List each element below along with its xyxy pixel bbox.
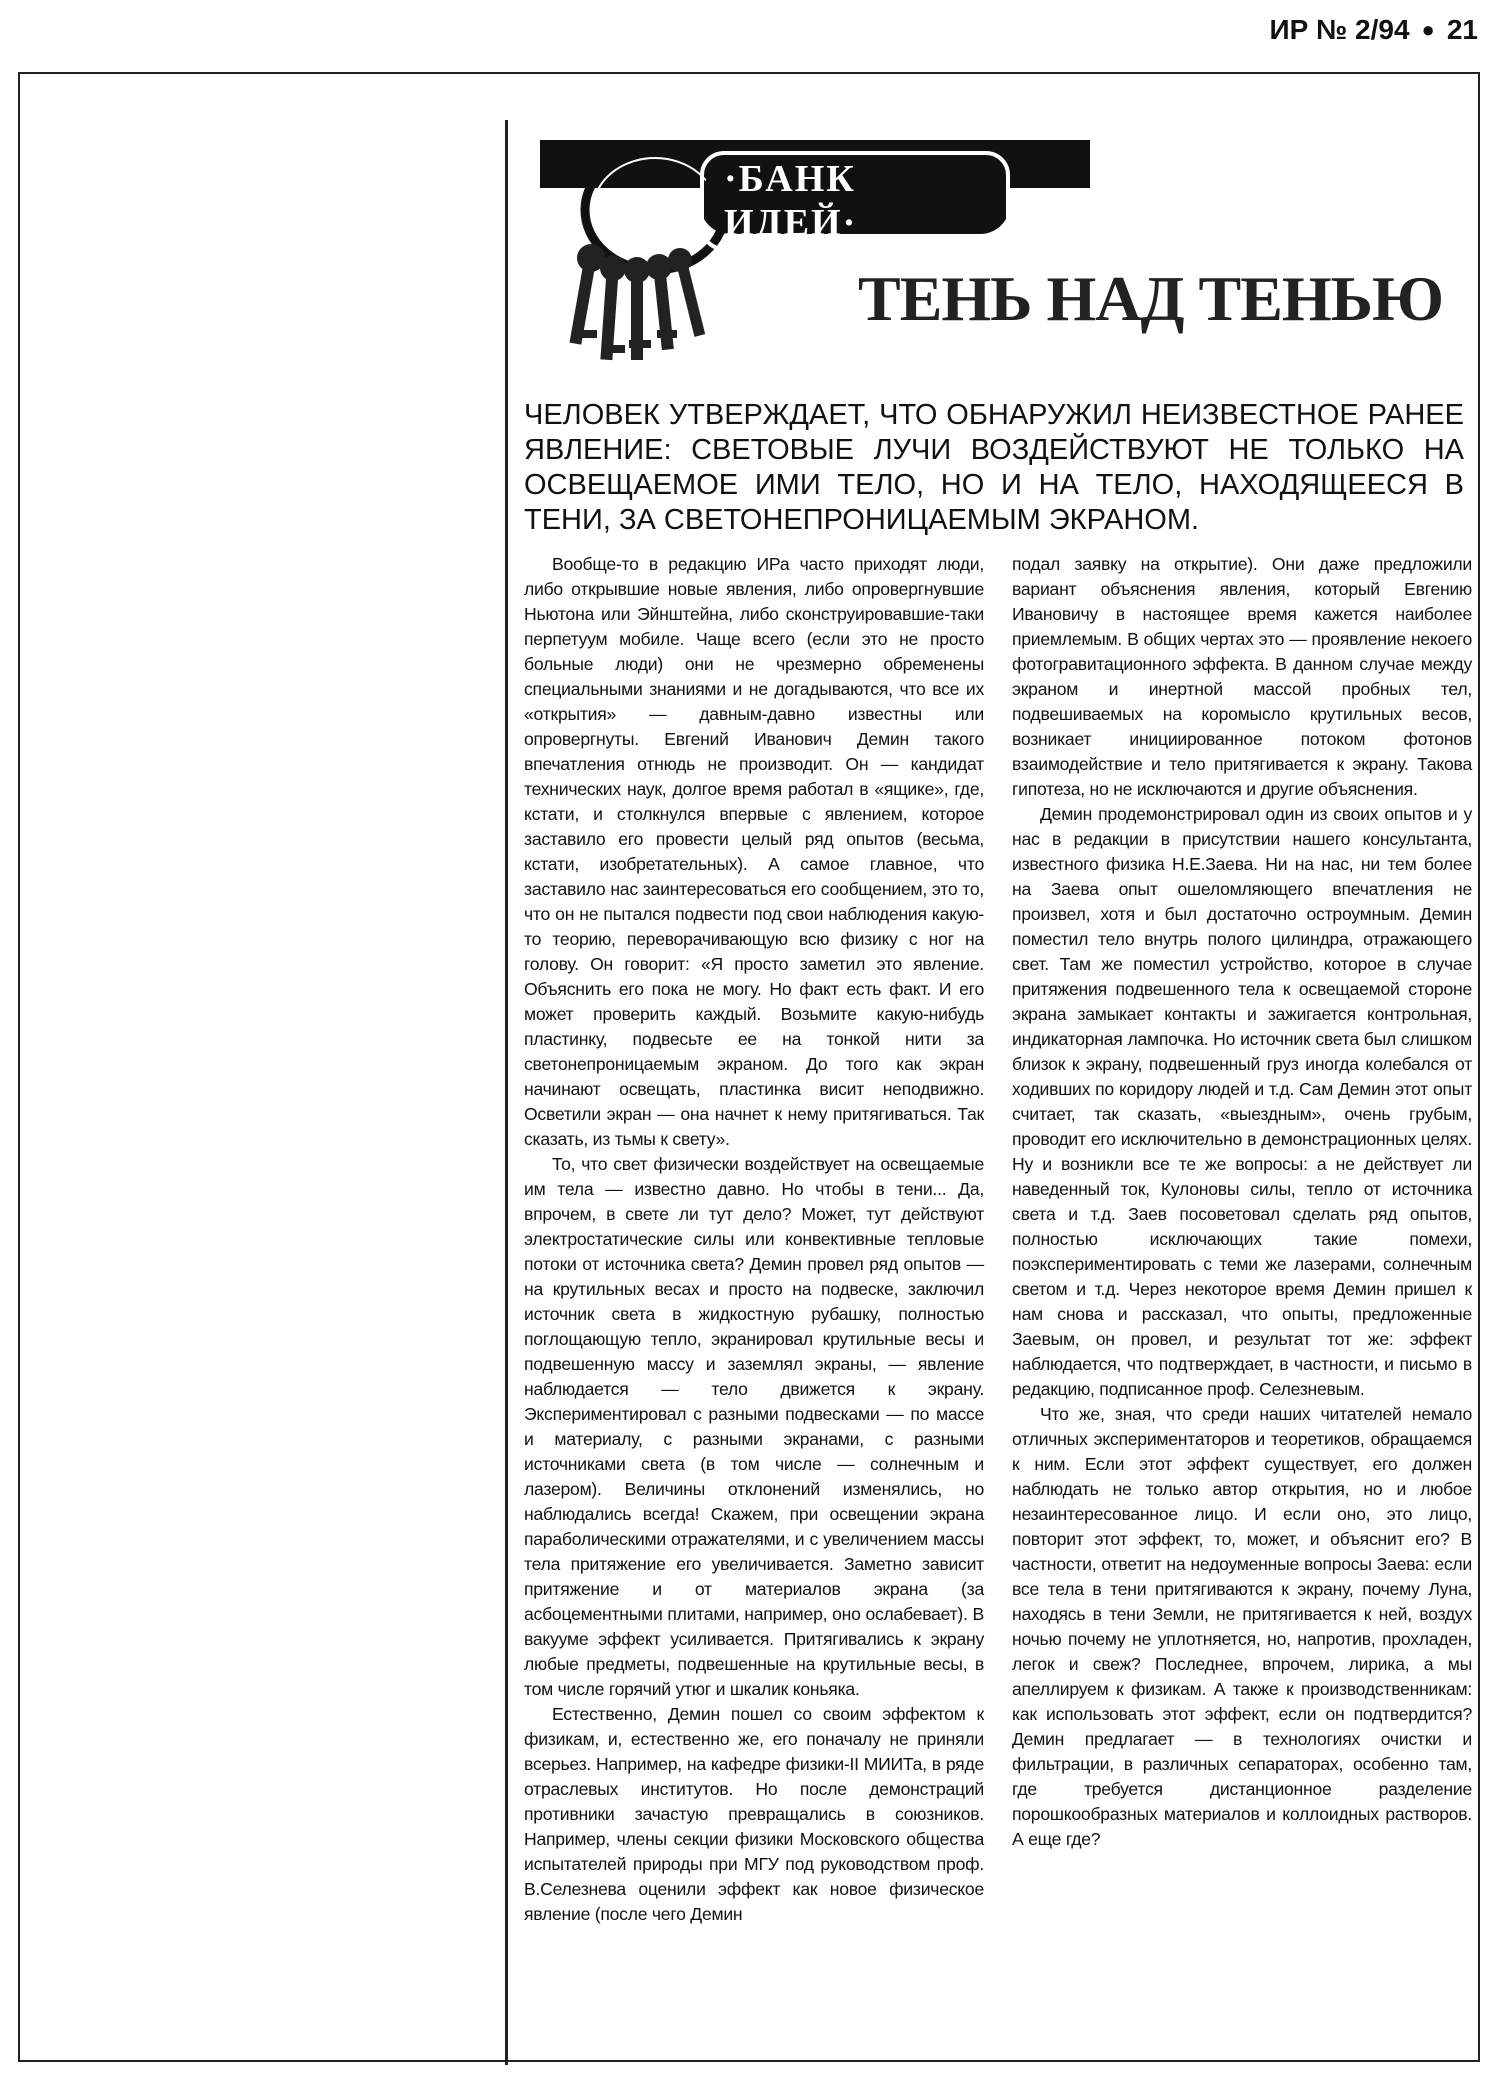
column-left [524,552,984,1927]
paragraph: Естественно, Демин пошел со своим эффектом к физикам, и, естественно же, его поначалу не приняли всерьез. Например, на кафедре физики-II МИИТа, в ряде отраслевых институтов. Но после демонстраций противники зачастую превращались в союзников. Например, члены секции физики Московского общества испытателей природы при МГУ под руководством проф. В.Селезнева оценили эффект как новое физическое явление (после чего Демин [524,1704,984,1924]
page-number: 21 [1446,14,1478,45]
paragraph: Что же, зная, что среди наших читателей немало отличных экспериментаторов и теоретиков, обращаемся к ним. Если этот эффект существует, его должен наблюдать не только автор открытия, но и любое незаинтересованное лицо. И если оно, это лицо, повторит этот эффект, то, может, и объяснит его? В частности, ответит на недоуменные вопросы Заева: если все тела в тени притягиваются к экрану, почему Луна, находясь в тени Земли, не притягивается к ней, воздух ночью почему не уплотняется, но, напротив, прохладен, легок и свеж? Последнее, впрочем, лирика, а мы апеллируем к физикам. А также к производственникам: как использовать этот эффект, если он подтвердится? Демин предлагает — в технологиях очистки и фильтрации, в различных сепараторах, особенно там, где требуется дистанционное разделение порошкообразных материалов и коллоидных растворов. А еще где? [1012,1404,1472,1849]
article-title: ТЕНЬ НАД ТЕНЬЮ [858,263,1444,334]
bullet-icon: ● [1421,17,1435,42]
column-rule [505,120,508,2065]
paragraph: подал заявку на открытие). Они даже предложили вариант объяснения явления, который Евгению Ивановичу в настоящее время кажется наиболее приемлемым. В общих чертах это — проявление некоего фотогравитационного эффекта. В данном случае между экраном и инертной массой пробных тел, подвешиваемых на коромысло крутильных весов, возникает инициированное потоком фотонов взаимодействие и тело притягивается к экрану. Такова гипотеза, но не исключаются и другие объяснения. [1012,554,1472,799]
issue-label: ИР № 2/94 [1269,14,1410,45]
column-right [1012,552,1472,1927]
article-body [524,552,1474,1927]
rubric-label: ·БАНК ИДЕЙ· [724,158,858,244]
article-lead: ЧЕЛОВЕК УТВЕРЖДАЕТ, ЧТО ОБНАРУЖИЛ НЕИЗВЕСТНОЕ РАНЕЕ ЯВЛЕНИЕ: СВЕТОВЫЕ ЛУЧИ ВОЗДЕЙСТВУЮТ НЕ ТОЛЬКО НА ОСВЕЩАЕМОЕ ИМИ ТЕЛО, НО И НА ТЕЛО, НАХОДЯЩЕЕСЯ В ТЕНИ, ЗА СВЕТОНЕПРОНИЦАЕМЫМ ЭКРАНОМ. [524,399,1464,536]
paragraph: Демин продемонстрировал один из своих опытов и у нас в редакции в присутствии нашего консультанта, известного физика Н.Е.Заева. Ни на нас, ни тем более на Заева опыт ошеломляющего впечатления не произвел, хотя и был достаточно остроумным. Демин поместил тело внутрь полого цилиндра, отражающего свет. Там же поместил устройство, которое в случае притяжения подвешенного тела к освещаемой стороне экрана замыкает контакты и зажигается контрольная, индикаторная лампочка. Но источник света был слишком близок к экрану, подвешенный груз иногда колебался от ходивших по коридору людей и т.д. Сам Демин этот опыт считает, так сказать, «выездным», очень грубым, проводит его исключительно в демонстрационных целях. Ну и возникли все те же вопросы: а не действует ли наведенный ток, Кулоновы силы, тепло от источника света и т.д. Заев посоветовал сделать ряд опытов, полностью исключающих такие помехи, поэкспериментировать с теми же лазерами, солнечным светом и т.д. Через некоторое время Демин пришел к нам снова и рассказал, что опыты, предложенные Заевым, он провел, и результат тот же: эффект наблюдается, что подтверждает, в частности, и письмо в редакцию, подписанное проф. Селезневым. [1012,804,1472,1399]
page-header [1269,14,1478,46]
paragraph: То, что свет физически воздействует на освещаемые им тела — известно давно. Но чтобы в тени... Да, впрочем, в свете ли тут дело? Может, тут действуют электростатические силы или конвективные тепловые потоки от источника света? Демин провел ряд опытов — на крутильных весах и просто на подвеске, заключил источник света в жидкостную рубашку, полностью поглощающую тепло, экранировал крутильные весы и подвешенную массу и заземлял экраны, — явление наблюдается — тело движется к экрану. Экспериментировал с разными подвесками — по массе и материалу, с разными экранами, с разными источниками света (в том числе — солнечным и лазером). Величины отклонений изменялись, но наблюдались всегда! Скажем, при освещении экрана параболическими отражателями, и с увеличением массы тела притяжение его увеличивается. Заметно зависит притяжение и от материалов экрана (за асбоцементными плитами, например, оно ослабевает). В вакууме эффект усиливается. Притягивались к экрану любые предметы, подвешенные на крутильные весы, в том числе горячий утюг и шкалик коньяка. [524,1154,984,1699]
paragraph: Вообще-то в редакцию ИРа часто приходят люди, либо открывшие новые явления, либо опровергнувшие Ньютона или Эйнштейна, либо сконструировавшие-таки перпетуум мобиле. Чаще всего (если это не просто больные люди) они не чрезмерно обременены специальными знаниями и не догадываются, что все их «открытия» — давным-давно известны или опровергнуты. Евгений Иванович Демин такого впечатления отнюдь не производит. Он — кандидат технических наук, долгое время работал в «ящике», где, кстати, и столкнулся впервые с явлением, которое заставило его провести целый ряд опытов (весьма, кстати, изобретательных). А самое главное, что заставило нас заинтересоваться его сообщением, это то, что он не пытался подвести под свои наблюдения какую-то теорию, переворачивающую всю физику с ног на голову. Он говорит: «Я просто заметил это явление. Объяснить его пока не могу. Но факт есть факт. И его может проверить каждый. Возьмите какую-нибудь пластинку, подвесьте ее на тонкой нити за светонепроницаемым экраном. До того как экран начинают освещать, пластинка висит неподвижно. Осветили экран — она начнет к нему притягиваться. Так сказать, из тьмы к свету». [524,554,984,1149]
rubric-logo [700,158,1010,244]
